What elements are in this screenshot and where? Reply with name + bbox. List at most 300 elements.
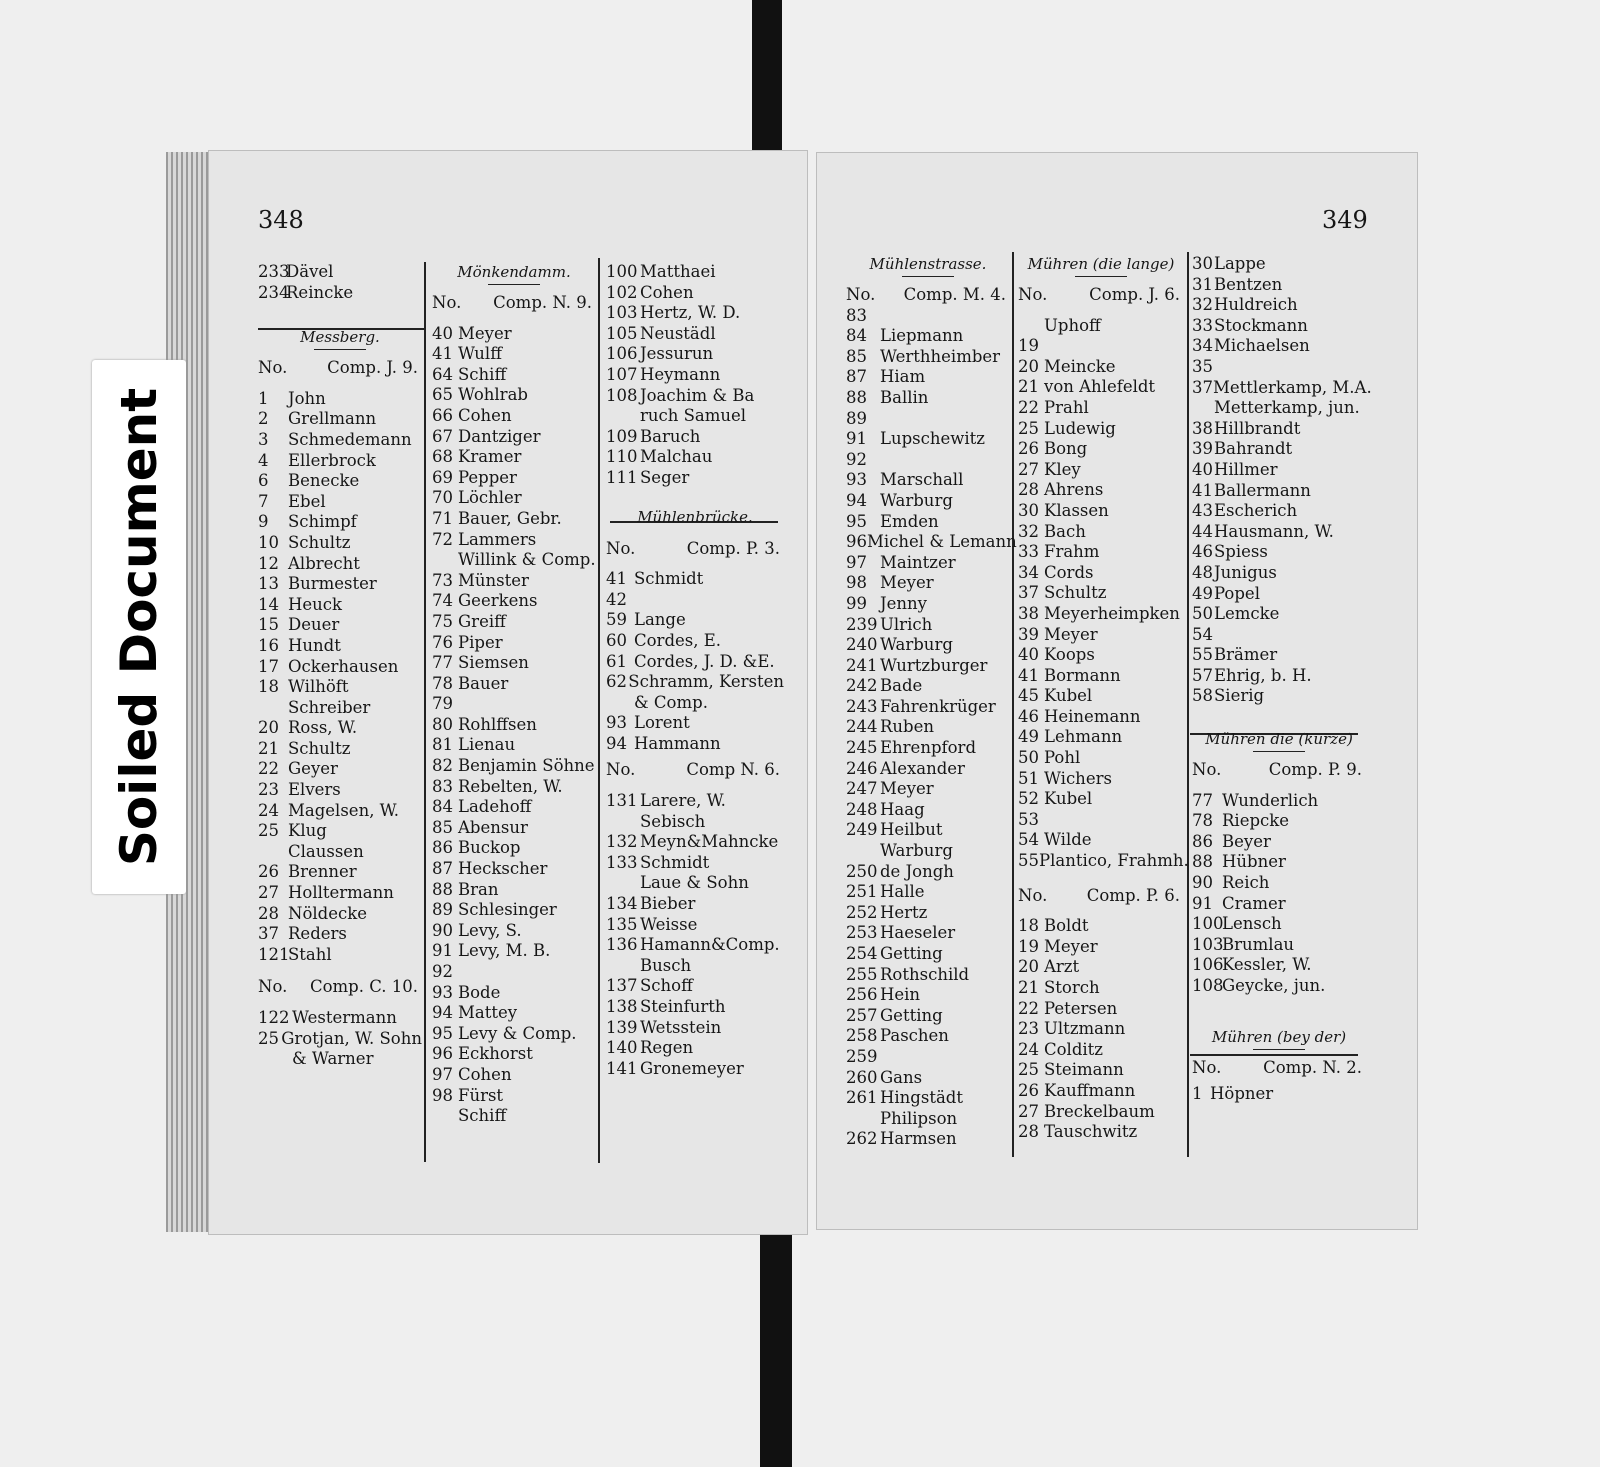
directory-entry [1192,481,1366,502]
resident-name: Münster [458,570,529,590]
resident-name: Magelsen, W. [288,800,400,820]
directory-entry [846,532,1017,553]
directory-entry [1018,419,1184,440]
directory-entry [846,923,1010,944]
directory-entry [432,1086,596,1107]
resident-name: Pohl [1044,748,1081,768]
house-number: 54 [1018,830,1039,850]
house-number: 33 [1192,315,1213,335]
house-number: 86 [1192,831,1213,851]
directory-entry [1192,955,1366,976]
resident-name: Maintzer [880,552,956,572]
directory-entry [846,450,1010,471]
house-number: 251 [846,882,878,902]
directory-entry [432,653,596,674]
house-number: 34 [1018,562,1039,582]
house-number: 30 [1192,254,1213,273]
resident-name: Westermann [292,1008,397,1027]
directory-entry [846,841,1010,862]
directory-entry [258,636,422,657]
directory-entry [846,491,1010,512]
no-label: No. [432,293,462,312]
house-number: 122 [258,1008,290,1027]
house-number: 133 [606,852,638,872]
resident-name: Halle [880,882,925,902]
directory-entry [1192,604,1366,625]
resident-name: Neustädl [640,323,716,343]
directory-entry [258,1049,422,1070]
directory-entry [432,633,596,654]
resident-name: Prahl [1044,397,1089,417]
house-number: 93 [432,982,453,1002]
house-number: 258 [846,1026,878,1046]
directory-entry [258,533,422,554]
house-number: 87 [846,367,867,387]
resident-name: Warburg [880,635,953,655]
resident-name: Klassen [1044,500,1109,520]
house-number: 28 [1018,480,1039,500]
resident-name: Cohen [640,282,694,302]
resident-name: Werthheimber [880,346,1001,366]
directory-entry [1018,686,1184,707]
directory-entry [1192,645,1366,666]
house-number: 68 [432,447,453,467]
directory-entry [1018,999,1184,1020]
house-number: 32 [1192,295,1213,315]
resident-name: Hamann&Comp. [640,935,780,955]
comp-label: Comp N. 6. [686,760,780,780]
house-number: 94 [846,490,867,510]
house-number: 252 [846,902,878,922]
comp-label: Comp. P. 3. [686,538,780,558]
directory-entry [258,842,422,863]
house-number: 46 [1018,706,1039,726]
house-number: 22 [1018,397,1039,417]
house-number: 261 [846,1088,878,1108]
house-number: 58 [1192,686,1213,706]
resident-name: Kramer [458,447,522,467]
directory-entry [1018,666,1184,687]
column-header [846,285,1010,306]
resident-name: Dantziger [458,426,541,446]
directory-entry [1018,810,1184,831]
house-number: 24 [1018,1039,1039,1059]
directory-entry [258,451,422,472]
resident-name: Getting [880,944,943,963]
directory-entry [432,921,596,942]
directory-entry [846,1068,1010,1089]
street-heading: Messberg. [300,328,380,347]
entry-list [258,262,422,303]
directory-entry [258,698,422,719]
resident-name: Busch [640,955,692,975]
house-number: 85 [846,346,867,366]
directory-entry [1018,604,1184,625]
directory-entry [606,427,784,448]
directory-entry [432,550,596,571]
directory-entry [258,1029,422,1050]
resident-name: Lappe [1214,254,1266,273]
house-number: 241 [846,655,878,675]
house-number: 38 [1018,603,1039,623]
house-number: 12 [258,553,279,573]
resident-name: Heckscher [458,859,548,879]
house-number: 137 [606,976,638,996]
house-number: 50 [1018,748,1039,768]
house-number: 24 [258,800,279,820]
resident-name: Marschall [880,470,964,490]
resident-name: von Ahlefeldt [1044,377,1156,397]
house-number: 249 [846,820,878,840]
house-number: 234 [258,282,290,302]
resident-name: Michel & Lemann [867,532,1017,552]
resident-name: Meyerheimpken [1044,603,1180,623]
house-number: 74 [432,591,453,611]
directory-entry [606,447,784,468]
directory-entry [1192,336,1366,357]
house-number: 103 [1192,934,1224,954]
house-number: 28 [258,903,279,923]
entry-list [432,324,596,1127]
resident-name: Paschen [880,1026,949,1046]
resident-name: Heinemann [1044,706,1141,726]
directory-entry [846,1109,1010,1130]
house-number: 39 [1018,624,1039,644]
resident-name: Ross, W. [288,718,358,738]
directory-entry [1192,811,1366,832]
directory-entry [846,800,1010,821]
resident-name: Hingstädt [880,1088,963,1108]
directory-entry [432,818,596,839]
resident-name: Liepmann [880,326,964,346]
directory-entry [1018,522,1184,543]
house-number: 100 [606,262,638,281]
resident-name: Meincke [1044,356,1116,376]
resident-name: Harmsen [880,1129,957,1149]
house-number: 39 [1192,439,1213,459]
directory-entry [432,880,596,901]
directory-entry [846,635,1010,656]
resident-name: Arzt [1044,957,1080,977]
resident-name: Abensur [458,817,528,837]
house-number: 255 [846,964,878,984]
resident-name: Pepper [458,467,517,487]
house-number: 92 [846,449,867,469]
no-label: No. [1018,285,1048,304]
house-number: 100 [1192,914,1224,934]
resident-name: Hein [880,985,921,1005]
directory-entry [846,594,1010,615]
directory-entry [432,468,596,489]
resident-name: Schiff [458,1106,507,1126]
directory-entry [846,903,1010,924]
directory-entry [846,1129,1010,1150]
house-number: 91 [432,941,453,961]
resident-name: Storch [1044,978,1100,997]
directory-entry [606,468,784,489]
house-number: 76 [432,632,453,652]
house-number: 27 [258,883,279,903]
house-number: 108 [1192,976,1224,995]
resident-name: Brenner [288,862,357,882]
directory-entry [1192,460,1366,481]
no-label: No. [258,358,288,378]
resident-name: Meyer [880,779,934,799]
no-label: No. [846,285,876,304]
house-number: 94 [606,733,627,753]
resident-name: Junigus [1214,562,1277,582]
resident-name: Metterkamp, jun. [1214,398,1360,418]
heading-dash [1075,276,1127,277]
house-number: 97 [846,552,867,572]
house-number: 139 [606,1017,638,1037]
resident-name: Schmidt [640,852,710,872]
directory-entry [432,365,596,386]
resident-name: Kubel [1044,789,1093,809]
house-number: 244 [846,717,878,737]
directory-entry [606,1038,784,1059]
directory-entry [1192,625,1366,646]
directory-entry [1018,645,1184,666]
resident-name: Schoff [640,976,693,996]
directory-entry [432,324,596,345]
house-number: 140 [606,1038,638,1058]
house-number: 25 [258,821,279,841]
resident-name: Schmedemann [288,429,412,449]
house-number: 21 [258,738,279,758]
house-number: 34 [1192,336,1213,356]
house-number: 87 [432,859,453,879]
directory-entry [606,386,784,407]
directory-entry [1018,357,1184,378]
entry-list [1192,254,1372,707]
house-number: 50 [1192,604,1213,624]
house-number: 25 [1018,1060,1039,1080]
resident-name: Reich [1222,873,1270,893]
no-label: No. [258,977,288,997]
directory-entry [1192,914,1366,935]
directory-entry [1192,791,1366,812]
column-header [1018,285,1184,306]
house-number: 67 [432,426,453,446]
directory-entry [1018,1122,1184,1143]
house-number: 94 [432,1003,453,1023]
resident-name: Ultzmann [1044,1019,1126,1039]
directory-entry [846,512,1010,533]
comp-label: Comp. M. 4. [903,285,1006,304]
resident-name: Wohlrab [458,385,528,405]
resident-name: Steinfurth [640,997,726,1016]
resident-name: Schultz [1044,583,1107,603]
house-number: 103 [606,303,638,323]
directory-entry [1018,377,1184,398]
directory-entry [1192,584,1366,605]
resident-name: Ballin [880,387,929,407]
directory-entry [606,406,784,427]
directory-entry [606,303,784,324]
column-header [1192,1058,1366,1079]
resident-name: Larere, W. [640,791,726,811]
resident-name: Gronemeyer [640,1058,744,1078]
directory-entry [606,693,784,714]
house-number: 51 [1018,768,1039,788]
resident-name: Kley [1044,459,1081,479]
directory-entry [1192,852,1366,873]
resident-name: Meyer [1044,936,1098,956]
directory-entry [1018,501,1184,522]
comp-label: Comp. J. 6. [1089,285,1180,304]
entry-list [1192,791,1366,997]
resident-name: Wulff [458,344,502,364]
house-number: 49 [1018,727,1039,747]
resident-name: Getting [880,1005,943,1025]
directory-entry [1018,398,1184,419]
resident-name: Rohlffsen [458,714,537,734]
resident-name: Beyer [1222,831,1271,851]
resident-name: Elvers [288,780,341,800]
resident-name: Fahrenkrüger [880,696,996,716]
house-number: 37 [1192,377,1213,397]
directory-entry [432,344,596,365]
house-number: 89 [432,900,453,920]
resident-name: Mattey [458,1003,518,1023]
house-number: 98 [432,1085,453,1105]
resident-name: Heilbut [880,820,943,840]
house-number: 243 [846,696,878,716]
house-number: 93 [606,713,627,733]
house-number: 9 [258,512,269,532]
house-number: 121 [258,944,290,964]
house-number: 41 [1192,480,1213,500]
resident-name: Hertz, W. D. [640,303,741,323]
directory-entry [1192,501,1366,522]
resident-name: Weisse [640,914,698,934]
resident-name: Geycke, jun. [1222,976,1326,995]
house-number: 138 [606,997,638,1016]
no-label: No. [1018,885,1048,905]
directory-entry [258,801,422,822]
resident-name: Emden [880,511,939,531]
directory-entry [1192,377,1372,399]
house-number: 26 [1018,439,1039,459]
directory-entry [1018,460,1184,481]
resident-name: Heuck [288,594,343,614]
resident-name: Escherich [1214,501,1298,521]
resident-name: Haag [880,799,925,819]
directory-entry [846,470,1010,491]
directory-entry [1018,769,1184,790]
resident-name: Burmester [288,574,377,594]
resident-name: Laue & Sohn [640,873,749,893]
resident-name: Bauer, Gebr. [458,508,562,528]
directory-entry [432,385,596,406]
resident-name: Kauffmann [1044,1080,1136,1100]
resident-name: Benjamin Söhne [458,756,595,776]
resident-name: Jessurun [640,344,714,364]
heading-dash [902,276,954,277]
resident-name: Bong [1044,439,1088,459]
resident-name: Cohen [458,1064,512,1084]
resident-name: Ludewig [1044,418,1116,438]
directory-entry [258,595,422,616]
house-number: 77 [432,653,453,673]
directory-entry [1018,830,1184,851]
house-number: 32 [1018,521,1039,541]
street-heading: Mühlenbrücke. [637,507,753,526]
resident-name: Geyer [288,759,338,779]
resident-name: Cordes, J. D. &E. [634,651,775,671]
directory-entry [1192,357,1366,378]
resident-name: Eckhorst [458,1044,533,1064]
house-number: 45 [1018,686,1039,706]
no-label: No. [1192,760,1222,780]
house-number: 260 [846,1067,878,1087]
resident-name: Lange [634,610,686,630]
directory-entry [846,965,1010,986]
resident-name: Ellerbrock [288,450,376,470]
directory-entry [258,283,422,304]
directory-entry [846,717,1010,738]
resident-name: Ehrenpford [880,738,977,758]
house-number: 77 [1192,790,1213,810]
house-number: 54 [1192,624,1213,644]
resident-name: Rothschild [880,964,970,984]
house-number: 131 [606,791,638,811]
entry-list [606,791,784,1079]
resident-name: Kubel [1044,686,1093,706]
right-col-2 [1018,254,1189,1143]
resident-name: Bauer [458,673,509,693]
resident-name: Joachim & Ba [640,385,755,405]
directory-entry [258,554,422,575]
directory-entry [1018,707,1184,728]
resident-name: Schmidt [634,569,704,589]
resident-name: Buckop [458,838,521,858]
directory-entry [1018,563,1184,584]
directory-entry [432,1106,596,1127]
house-number: 65 [432,385,453,405]
directory-entry [846,1026,1010,1047]
directory-entry [846,738,1010,759]
resident-name: Heymann [640,364,721,384]
house-number: 79 [432,694,453,714]
house-number: 96 [432,1044,453,1064]
directory-entry [258,718,422,739]
directory-entry [432,406,596,427]
house-number: 245 [846,738,878,758]
house-number: 90 [1192,873,1213,893]
right-col-3 [1192,254,1372,1105]
directory-entry [606,365,784,386]
house-number: 256 [846,985,878,1005]
resident-name: Ebel [288,491,326,511]
resident-name: Lupschewitz [880,429,985,449]
resident-name: Lensch [1222,914,1282,934]
house-number: 3 [258,429,269,449]
house-number: 38 [1192,418,1213,438]
house-number: 46 [1192,542,1213,562]
resident-name: Petersen [1044,998,1118,1018]
resident-name: Jenny [880,593,927,613]
directory-entry [258,389,422,410]
house-number: 135 [606,914,638,934]
resident-name: Löchler [458,488,522,508]
directory-entry [432,756,596,777]
directory-entry [1192,398,1366,419]
resident-name: Cramer [1222,893,1286,913]
directory-entry [606,672,784,693]
directory-entry [846,326,1010,347]
